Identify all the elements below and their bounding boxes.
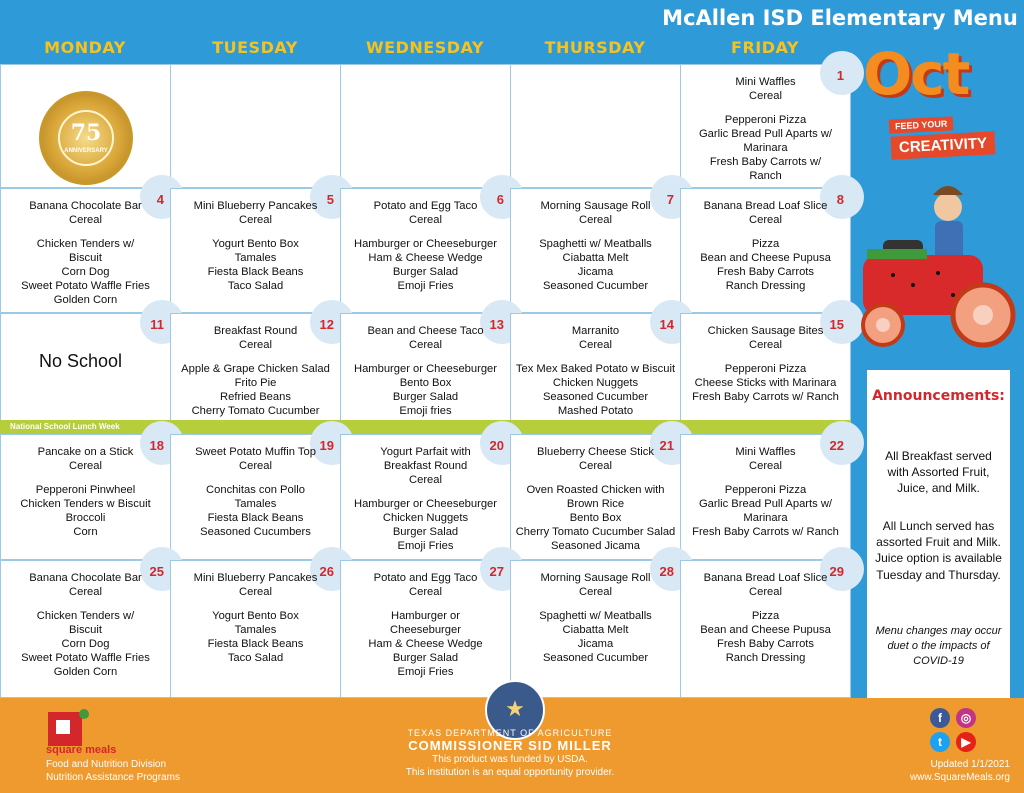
day-cell bbox=[170, 313, 341, 421]
menu-item: Banana Bread Loaf Slice bbox=[703, 200, 828, 212]
day-cell bbox=[0, 560, 171, 698]
date-number: 28 bbox=[659, 564, 674, 579]
day-cell bbox=[510, 560, 681, 698]
menu-items bbox=[681, 445, 850, 539]
day-cell bbox=[680, 188, 851, 313]
menu-item: Spaghetti w/ Meatballs bbox=[539, 238, 652, 250]
menu-item: Chicken Tenders w Biscuit bbox=[20, 498, 151, 510]
menu-item: Brown Rice bbox=[566, 498, 625, 510]
menu-item: Marinara bbox=[743, 512, 788, 524]
menu-item: Chicken Nuggets bbox=[382, 512, 469, 524]
date-number: 7 bbox=[666, 192, 674, 207]
menu-item: Sweet Potato Waffle Fries bbox=[21, 280, 150, 292]
menu-items bbox=[1, 445, 170, 539]
day-cell bbox=[170, 188, 341, 313]
date-number: 13 bbox=[489, 317, 504, 332]
programs-name: Nutrition Assistance Programs bbox=[46, 772, 180, 783]
menu-item: Pizza bbox=[751, 610, 780, 622]
menu-item: Fiesta Black Beans bbox=[207, 266, 304, 278]
menu-item: Cereal bbox=[239, 214, 272, 226]
menu-item: Pepperoni Pinwheel bbox=[35, 484, 136, 496]
date-number: 5 bbox=[326, 192, 334, 207]
day-thursday: THURSDAY bbox=[544, 38, 646, 57]
day-friday: FRIDAY bbox=[731, 38, 799, 57]
menu-item: Seasoned Cucumbers bbox=[200, 526, 311, 538]
website-link[interactable]: www.SquareMeals.org bbox=[909, 772, 1010, 783]
menu-item: Corn Dog bbox=[61, 638, 110, 650]
menu-item: Ciabatta Melt bbox=[562, 252, 629, 264]
menu-item: Chicken Sausage Bites bbox=[707, 325, 824, 337]
menu-item: Cereal bbox=[749, 460, 782, 472]
menu-item: Ranch Dressing bbox=[725, 280, 806, 292]
menu-items bbox=[341, 571, 510, 679]
cell-empty-thu bbox=[510, 64, 681, 188]
menu-item: Apple & Grape Chicken Salad bbox=[181, 363, 330, 375]
menu-item: Seasoned Jicama bbox=[551, 540, 640, 552]
menu-item: Potato and Egg Taco bbox=[373, 572, 478, 584]
date-number: 19 bbox=[319, 438, 334, 453]
national-lunch-week-banner: National School Lunch Week bbox=[0, 420, 851, 434]
day-cell bbox=[680, 560, 851, 698]
menu-item: Banana Bread Loaf Slice bbox=[703, 572, 828, 584]
menu-item: Bento Box bbox=[399, 377, 452, 389]
sidebar bbox=[851, 0, 1024, 698]
day-cell bbox=[0, 434, 171, 560]
calendar-grid bbox=[0, 64, 851, 698]
menu-item: Banana Chocolate Bar bbox=[29, 200, 142, 212]
menu-item: Mini Waffles bbox=[735, 446, 796, 458]
menu-item: Yogurt Bento Box bbox=[212, 238, 299, 250]
date-number: 14 bbox=[659, 317, 674, 332]
date-number: 26 bbox=[319, 564, 334, 579]
menu-item: Burger Salad bbox=[392, 266, 459, 278]
menu-item: Chicken Nuggets bbox=[552, 377, 639, 389]
day-cell bbox=[340, 560, 511, 698]
menu-items bbox=[511, 324, 680, 418]
menu-item: Mini Waffles bbox=[735, 76, 796, 88]
menu-item: Emoji Fries bbox=[397, 540, 454, 552]
menu-item: Yogurt Parfait with bbox=[380, 446, 471, 458]
twitter-icon[interactable]: t bbox=[930, 732, 950, 752]
menu-item: Ciabatta Melt bbox=[562, 624, 629, 636]
date-number: 12 bbox=[319, 317, 334, 332]
square-meals-logo bbox=[46, 708, 90, 748]
announcements-panel bbox=[867, 370, 1010, 698]
menu-item: Hamburger or Cheeseburger bbox=[353, 498, 498, 510]
menu-item: Blueberry Cheese Stick bbox=[537, 446, 654, 458]
update-info bbox=[850, 758, 1010, 784]
tractor-illustration bbox=[853, 165, 1023, 350]
menu-item: Fresh Baby Carrots w/ Ranch bbox=[692, 526, 839, 538]
facebook-icon[interactable]: f bbox=[930, 708, 950, 728]
menu-item: Garlic Bread Pull Aparts w/ bbox=[698, 498, 833, 510]
menu-items bbox=[171, 324, 340, 432]
day-cell bbox=[340, 434, 511, 560]
announcement-lunch: All Lunch served has assorted Fruit and Milk. Juice option is available Tuesday and Thursday. bbox=[875, 519, 1002, 582]
menu-items bbox=[171, 199, 340, 293]
department-name: TEXAS DEPARTMENT OF AGRICULTURE bbox=[407, 728, 613, 738]
day-cell bbox=[0, 188, 171, 313]
menu-item: Mini Blueberry Pancakes bbox=[193, 200, 318, 212]
menu-item: Fresh Baby Carrots w/ Ranch bbox=[692, 391, 839, 403]
menu-item: Seasoned Cucumber bbox=[542, 652, 649, 664]
menu-item: Ranch bbox=[749, 170, 782, 182]
menu-item: Hamburger or bbox=[390, 610, 460, 622]
menu-items bbox=[681, 199, 850, 293]
menu-item: Breakfast Round bbox=[213, 325, 298, 337]
menu-item: Marranito bbox=[571, 325, 620, 337]
menu-items bbox=[511, 445, 680, 553]
menu-item: Garlic Bread Pull Aparts w/ bbox=[698, 128, 833, 140]
menu-item: Fresh Baby Carrots w/ bbox=[709, 156, 822, 168]
menu-item: Pepperoni Pizza bbox=[724, 484, 807, 496]
announcements-title: Announcements: bbox=[872, 388, 1005, 404]
commissioner-name: COMMISSIONER SID MILLER bbox=[408, 738, 612, 753]
date-number: 8 bbox=[836, 192, 844, 207]
texas-agriculture-seal: ★ bbox=[485, 680, 545, 740]
day-cell bbox=[680, 434, 851, 560]
menu-title: McAllen ISD Elementary Menu bbox=[662, 6, 1018, 30]
menu-item: Cereal bbox=[409, 586, 442, 598]
menu-item: Breakfast Round bbox=[383, 460, 468, 472]
menu-item: Bento Box bbox=[569, 512, 622, 524]
menu-item: Cereal bbox=[579, 460, 612, 472]
date-number: 18 bbox=[149, 438, 164, 453]
menu-items bbox=[681, 571, 850, 665]
date-number: 22 bbox=[829, 438, 844, 453]
day-monday: MONDAY bbox=[44, 38, 126, 57]
menu-item: Emoji Fries bbox=[397, 280, 454, 292]
date-number: 4 bbox=[156, 192, 164, 207]
menu-item: Cereal bbox=[749, 90, 782, 102]
equal-opportunity-notice: This institution is an equal opportunity provider. bbox=[405, 767, 615, 778]
menu-item: Fiesta Black Beans bbox=[207, 512, 304, 524]
menu-item: Broccoli bbox=[65, 512, 106, 524]
menu-item: Bean and Cheese Pupusa bbox=[700, 252, 831, 264]
menu-item: Corn bbox=[73, 526, 98, 538]
menu-item: Cereal bbox=[749, 214, 782, 226]
day-cell bbox=[510, 434, 681, 560]
date-number: 25 bbox=[149, 564, 164, 579]
day-cell bbox=[170, 434, 341, 560]
menu-item: Ranch Dressing bbox=[725, 652, 806, 664]
menu-items bbox=[341, 324, 510, 418]
menu-item: Cereal bbox=[239, 586, 272, 598]
menu-item: Biscuit bbox=[69, 624, 102, 636]
date-number: 11 bbox=[150, 317, 164, 332]
menu-item: Pepperoni Pizza bbox=[724, 363, 807, 375]
menu-item: Cereal bbox=[579, 339, 612, 351]
menu-item: Pizza bbox=[751, 238, 780, 250]
menu-item: Tex Mex Baked Potato w Biscuit bbox=[515, 363, 676, 375]
menu-item: Fiesta Black Beans bbox=[207, 638, 304, 650]
day-tuesday: TUESDAY bbox=[212, 38, 298, 57]
menu-item: Yogurt Bento Box bbox=[212, 610, 299, 622]
menu-item: Taco Salad bbox=[227, 652, 284, 664]
date-number: 15 bbox=[829, 317, 844, 332]
menu-item: Seasoned Cucumber bbox=[542, 280, 649, 292]
menu-item: Cheeseburger bbox=[390, 624, 461, 636]
menu-items bbox=[511, 571, 680, 665]
menu-item: Cereal bbox=[69, 214, 102, 226]
announcement-covid: Menu changes may occur duet o the impacts of COVID-19 bbox=[875, 625, 1002, 667]
menu-item: Morning Sausage Roll bbox=[540, 572, 651, 584]
day-cell bbox=[170, 560, 341, 698]
menu-items bbox=[341, 445, 510, 553]
menu-item: Seasoned Cucumber bbox=[542, 391, 649, 403]
menu-item: Jicama bbox=[577, 266, 614, 278]
menu-items bbox=[681, 324, 850, 404]
weekday-header bbox=[0, 38, 850, 62]
menu-item: Cereal bbox=[69, 460, 102, 472]
menu-item: Cereal bbox=[749, 586, 782, 598]
tagline-feed: FEED YOUR bbox=[889, 116, 954, 133]
menu-item: Tamales bbox=[234, 624, 277, 636]
day-cell bbox=[680, 313, 851, 421]
menu-item: Ham & Cheese Wedge bbox=[368, 638, 483, 650]
tagline-creativity: CREATIVITY bbox=[890, 131, 995, 159]
menu-item: Cereal bbox=[239, 339, 272, 351]
menu-items bbox=[171, 571, 340, 665]
menu-item: Tamales bbox=[234, 252, 277, 264]
menu-item: Cheese Sticks with Marinara bbox=[694, 377, 837, 389]
menu-item: Hamburger or Cheeseburger bbox=[353, 238, 498, 250]
menu-item: Corn Dog bbox=[61, 266, 110, 278]
menu-items bbox=[511, 199, 680, 293]
menu-item: Cherry Tomato Cucumber bbox=[191, 405, 320, 417]
menu-item: Morning Sausage Roll bbox=[540, 200, 651, 212]
menu-item: Emoji fries bbox=[399, 405, 452, 417]
menu-item: Pancake on a Stick bbox=[37, 446, 134, 458]
menu-item: Cereal bbox=[579, 586, 612, 598]
menu-item: Cereal bbox=[749, 339, 782, 351]
menu-item: Cereal bbox=[579, 214, 612, 226]
cell-seal bbox=[0, 64, 171, 188]
menu-item: Frito Pie bbox=[234, 377, 277, 389]
updated-date: Updated 1/1/2021 bbox=[930, 759, 1010, 770]
menu-item: Cereal bbox=[69, 586, 102, 598]
menu-item: Hamburger or Cheeseburger bbox=[353, 363, 498, 375]
menu-item: Bean and Cheese Taco bbox=[367, 325, 484, 337]
menu-item: Burger Salad bbox=[392, 526, 459, 538]
menu-item: Marinara bbox=[743, 142, 788, 154]
menu-item: Banana Chocolate Bar bbox=[29, 572, 142, 584]
menu-item: Oven Roasted Chicken with bbox=[526, 484, 665, 496]
youtube-icon[interactable]: ▶ bbox=[956, 732, 976, 752]
menu-item: Pepperoni Pizza bbox=[724, 114, 807, 126]
menu-item: Fresh Baby Carrots bbox=[717, 638, 814, 650]
menu-item: Cereal bbox=[409, 474, 442, 486]
menu-item: Chicken Tenders w/ bbox=[36, 238, 135, 250]
menu-item: Cereal bbox=[239, 460, 272, 472]
menu-item: Sweet Potato Muffin Top bbox=[195, 446, 316, 458]
menu-item: Taco Salad bbox=[227, 280, 284, 292]
footer bbox=[0, 698, 1024, 793]
date-number: 6 bbox=[496, 192, 504, 207]
anniversary-seal bbox=[39, 91, 133, 185]
date-number: 29 bbox=[829, 564, 844, 579]
day-cell bbox=[510, 188, 681, 313]
day-cell bbox=[340, 313, 511, 421]
day-cell bbox=[340, 188, 511, 313]
instagram-icon[interactable]: ◎ bbox=[956, 708, 976, 728]
day-cell bbox=[510, 313, 681, 421]
menu-item: Golden Corn bbox=[53, 666, 118, 678]
tda-info bbox=[340, 728, 680, 779]
menu-item: Burger Salad bbox=[392, 652, 459, 664]
menu-item: Mini Blueberry Pancakes bbox=[193, 572, 318, 584]
cell-no-school bbox=[0, 313, 171, 421]
menu-item: Bean and Cheese Pupusa bbox=[700, 624, 831, 636]
date-number: 20 bbox=[489, 438, 504, 453]
seal-number: 75 bbox=[70, 120, 102, 146]
menu-item: Fresh Baby Carrots bbox=[717, 266, 814, 278]
menu-items bbox=[681, 75, 850, 183]
menu-item: Spaghetti w/ Meatballs bbox=[539, 610, 652, 622]
day-wednesday: WEDNESDAY bbox=[366, 38, 484, 57]
month-label: Oct bbox=[863, 40, 969, 108]
cell-empty-wed bbox=[340, 64, 511, 188]
logo-text: square meals bbox=[46, 744, 117, 756]
menu-item: Jicama bbox=[577, 638, 614, 650]
cell-empty-tue bbox=[170, 64, 341, 188]
seal-label: ANNIVERSARY bbox=[64, 147, 108, 154]
menu-item: Golden Corn bbox=[53, 294, 118, 306]
usda-notice: This product was funded by USDA. bbox=[432, 754, 588, 765]
menu-item: Potato and Egg Taco bbox=[373, 200, 478, 212]
menu-item: Emoji Fries bbox=[397, 666, 454, 678]
menu-item: Ham & Cheese Wedge bbox=[368, 252, 483, 264]
date-number: 21 bbox=[659, 438, 674, 453]
no-school-text: No School bbox=[39, 351, 123, 371]
announcement-breakfast: All Breakfast served with Assorted Fruit, Juice, and Milk. bbox=[885, 449, 992, 496]
menu-item: Chicken Tenders w/ bbox=[36, 610, 135, 622]
menu-items bbox=[341, 199, 510, 293]
menu-item: Cherry Tomato Cucumber Salad bbox=[515, 526, 676, 538]
date-number: 27 bbox=[489, 564, 504, 579]
division-name: Food and Nutrition Division bbox=[46, 759, 167, 770]
menu-items bbox=[171, 445, 340, 539]
menu-item: Sweet Potato Waffle Fries bbox=[21, 652, 150, 664]
division-info bbox=[46, 758, 180, 784]
menu-item: Burger Salad bbox=[392, 391, 459, 403]
menu-item: Biscuit bbox=[69, 252, 102, 264]
menu-items bbox=[1, 571, 170, 679]
date-number: 1 bbox=[836, 68, 844, 83]
menu-item: Cereal bbox=[409, 339, 442, 351]
menu-item: Refried Beans bbox=[220, 391, 291, 403]
menu-item: Tamales bbox=[234, 498, 277, 510]
menu-item: Cereal bbox=[409, 214, 442, 226]
menu-item: Mashed Potato bbox=[557, 405, 634, 417]
menu-items bbox=[1, 199, 170, 307]
day-cell bbox=[680, 64, 851, 188]
menu-item: Conchitas con Pollo bbox=[206, 484, 305, 496]
